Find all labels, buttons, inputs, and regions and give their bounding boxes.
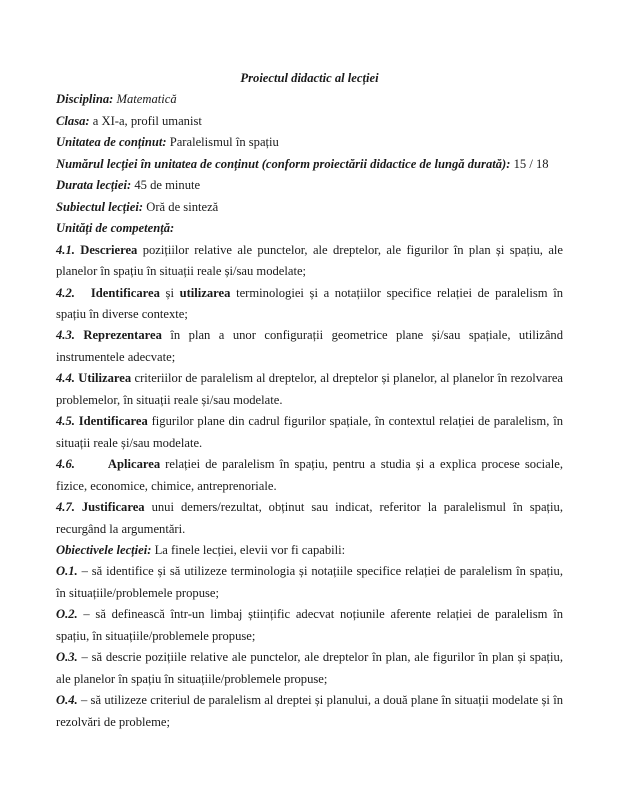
competency-text: criteriilor de paralelism al dreptelor, al dreptelor și planelor, al planelor în rezolvarea problemelor, în situații reale și/sau modelate. [56,371,564,407]
competency-item [56,368,563,411]
field-duration [56,175,563,196]
competency-number: 4.2. [56,285,75,300]
document-page [56,68,563,733]
field-subject [56,197,563,218]
field-content-unit [56,132,563,153]
document-title: Proiectul didactic al lecției [240,71,379,85]
competency-text: pozițiilor relative ale punctelor, ale dreptelor, ale figurilor în plan și spațiu, ale planelor în spațiu în situații reale și/sau modelate; [56,242,563,279]
field-label: Disciplina: [56,92,114,107]
competency-text: în plan a unor configurații geometrice plane și/sau spațiale, utilizând instrumentele adecvate; [56,328,563,364]
field-label: Durata lecției: [56,178,132,193]
competency-verb: Identificarea [78,414,148,429]
competency-verb: Descrierea [80,242,138,257]
objective-text: – să utilizeze criteriul de paralelism al dreptei și planului, a două plane în situații modelate și în rezolvări de probleme; [56,693,563,729]
field-value: Paralelismul în spațiu [166,135,279,150]
objectives-intro [56,540,563,561]
competency-number: 4.5. [56,414,75,429]
objective-item [56,690,563,733]
competency-verb: Justificarea [81,500,145,515]
objective-text: – să descrie pozițiile relative ale punctelor, ale dreptelor în plan, ale figurilor în plan și spațiu, ale planelor în spațiu în situațiile/problemele propuse; [56,650,563,686]
competency-verb-2: utilizarea [179,285,231,300]
field-value: 45 de minute [131,178,201,193]
objective-text: – să definească într-un limbaj științific adecvat noțiunile aferente relației de paralelism în spațiu, în situațiile/problemele propuse; [56,607,563,643]
competency-verb: Reprezentarea [83,328,162,343]
competency-item [56,411,563,454]
objectives-intro-text: La finele lecției, elevii vor fi capabili: [151,542,346,557]
competency-number: 4.7. [56,500,75,515]
competency-text: unui demers/rezultat, obținut sau indicat, referitor la paralelismul în spațiu, recurgând la argumentări. [56,500,563,536]
objective-number: O.2. [56,607,78,622]
competency-item [56,454,563,497]
field-label: Subiectul lecției: [56,199,144,214]
objective-item [56,561,563,604]
competency-verb: Identificarea [90,285,160,300]
competency-item [56,497,563,540]
objective-item [56,647,563,690]
competency-verb: Aplicarea [107,457,161,472]
competencies-heading: Unități de competență: [56,221,175,236]
competency-number: 4.1. [56,242,75,257]
competency-item [56,283,563,326]
field-label: Clasa: [56,113,90,128]
field-value: Oră de sinteză [143,199,219,214]
competency-number: 4.6. [56,457,75,472]
competency-connector: și [159,285,180,300]
field-label: Numărul lecției în unitatea de conținut (conform proiectării didactice de lungă durată): [56,156,511,171]
competency-item [56,240,563,283]
field-lesson-number [56,154,563,175]
objective-number: O.1. [56,564,78,579]
field-value: a XI-a, profil umanist [89,113,202,128]
competency-text: relației de paralelism în spațiu, pentru a studia și a explica procese sociale, fizice, economice, chimice, antreprenoriale. [56,457,563,493]
competency-text: terminologiei și a notațiilor specifice relației de paralelism în spațiu în diverse contexte; [56,285,563,321]
field-label: Unitatea de conținut: [56,135,167,150]
objective-number: O.3. [56,650,78,665]
objective-item [56,604,563,647]
field-value: 15 / 18 [510,156,549,171]
objective-text: – să identifice și să utilizeze terminologia și notațiile specifice relației de paralelism în spațiu, în situațiile/problemele propuse; [56,564,563,600]
objective-number: O.4. [56,693,78,708]
competency-text: figurilor plane din cadrul figurilor spațiale, în contextul relației de paralelism, în situații reale și/sau modelate. [56,414,563,450]
competency-number: 4.4. [56,371,75,386]
field-discipline [56,89,563,110]
competency-item [56,325,563,368]
competency-verb: Utilizarea [78,371,132,386]
field-class [56,111,563,132]
objectives-heading: Obiectivele lecției: [56,542,152,557]
field-value: Matematică [113,92,177,107]
competency-number: 4.3. [56,328,75,343]
